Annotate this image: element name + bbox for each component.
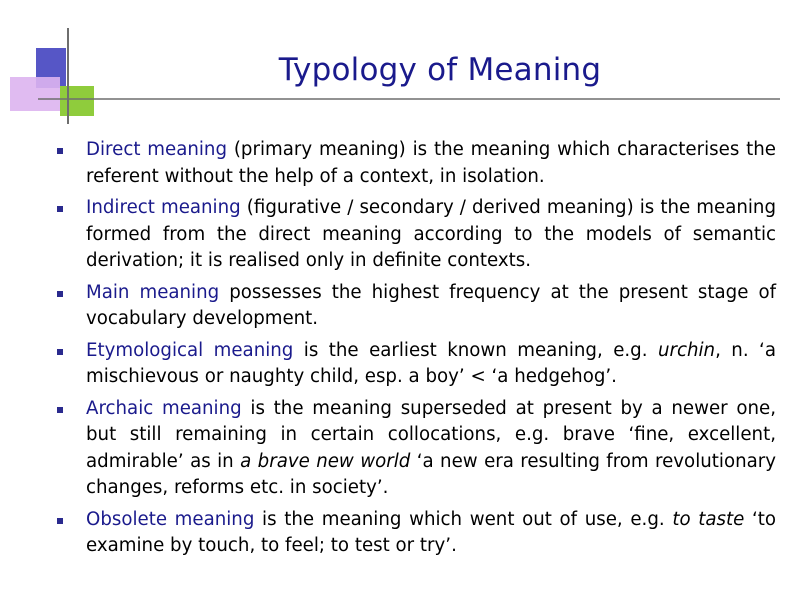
term-label: Archaic meaning [86, 397, 242, 419]
decor-lavender-square [10, 77, 60, 111]
list-item [56, 338, 776, 391]
term-label: Obsolete meaning [86, 508, 255, 530]
bullet-square-icon [57, 518, 63, 524]
bullet-square-icon [57, 206, 63, 212]
bullet-square-icon [57, 407, 63, 413]
definition-text: is the meaning which went out of use, e.g. [254, 508, 673, 530]
definition-text: ‘to examine by touch, to feel; to test or try’. [86, 508, 777, 556]
list-item [56, 195, 776, 275]
slide-title: Typology of Meaning [278, 52, 602, 88]
list-item [56, 396, 776, 502]
example-phrase: to taste [672, 508, 745, 530]
list-item [56, 507, 776, 560]
bullet-list [56, 137, 776, 565]
term-label: Main meaning [86, 281, 220, 303]
definition-text: is the earliest known meaning, e.g. [293, 339, 658, 361]
bullet-square-icon [57, 148, 63, 154]
example-word: urchin [657, 339, 716, 361]
definition-text: is the meaning superseded at present by a newer one, but still remaining in certain collocations, e.g. brave ‘fine, excellent, admirable’ as in [86, 397, 776, 472]
decor-green-square [60, 86, 94, 116]
definition-text: , n. ‘a mischievous or naughty child, esp. a boy’ < ‘a hedgehog’. [86, 339, 776, 387]
term-label: Indirect meaning [86, 197, 241, 218]
example-phrase: a brave new world [240, 450, 411, 472]
definition-text: ‘a new era resulting from revolutionary changes, reforms etc. in society’. [86, 450, 776, 498]
term-label: Etymological meaning [86, 339, 294, 361]
definition-text: (figurative / secondary / derived meaning) is the meaning formed from the direct meaning according to the models of semantic derivation; it is realised only in definite contexts. [86, 197, 777, 271]
definition-text: possesses the highest frequency at the present stage of vocabulary development. [86, 281, 776, 329]
list-item [56, 137, 776, 190]
bullet-square-icon [57, 291, 63, 297]
term-label: Direct meaning [86, 139, 227, 160]
list-item [56, 280, 776, 333]
definition-text: (primary meaning) is the meaning which characterises the referent without the help of a context, in isolation. [86, 139, 776, 187]
bullet-square-icon [57, 349, 63, 355]
